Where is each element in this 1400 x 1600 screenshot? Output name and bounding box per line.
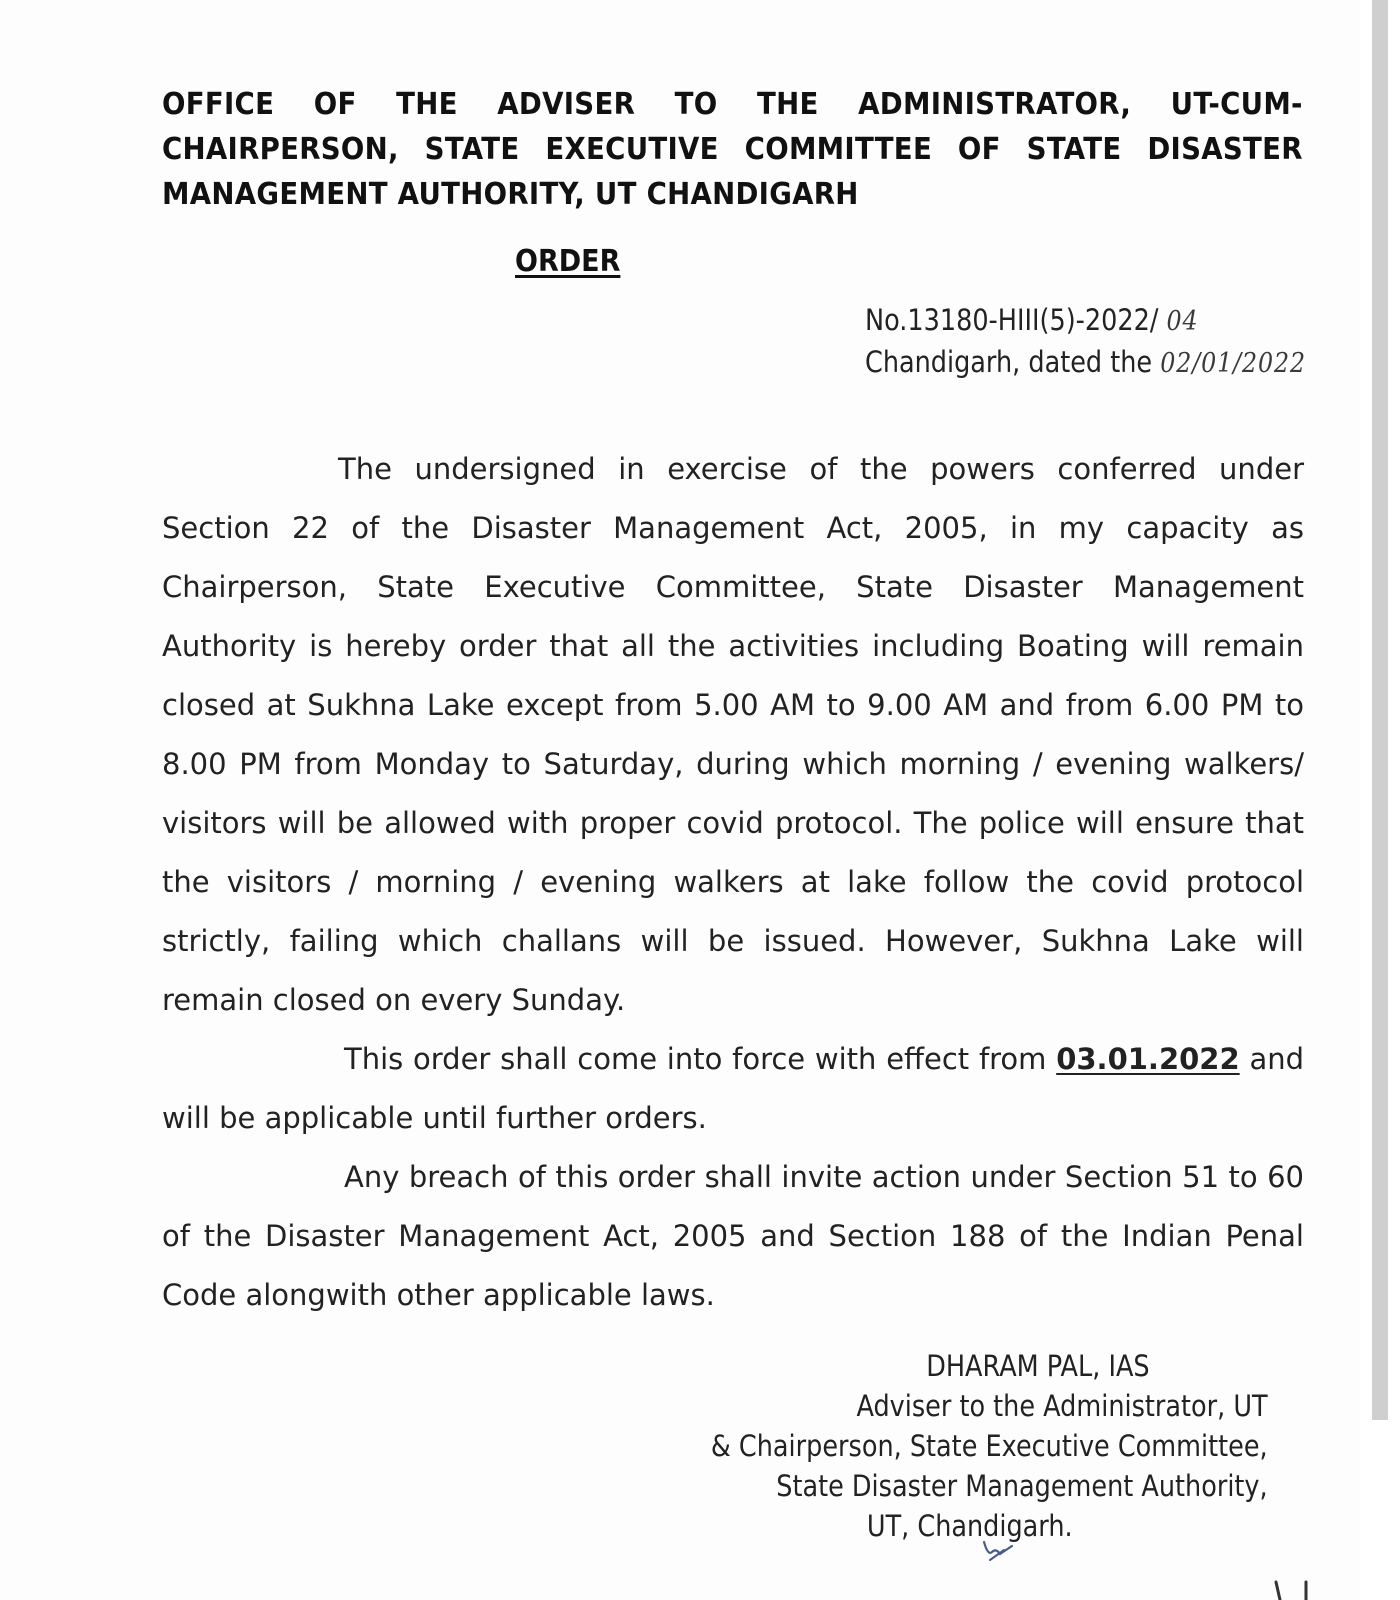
signatory-name: DHARAM PAL, IAS	[926, 1349, 1150, 1383]
vertical-scrollbar[interactable]	[1360, 0, 1400, 1600]
designation-line-1: Adviser to the Administrator, UT	[856, 1389, 1268, 1423]
paragraph-1-text: The undersigned in exercise of the powers conferred under Section 22 of the Disaster Management Act, 2005, in my capacity as Chairperson, State Executive Committee, State Disaster Management Authority is hereby order that all the activities including Boating will remain closed at Sukhna Lake except from 5.00 AM to 9.00 AM and from 6.00 PM to 8.00 PM from Monday to Saturday, during which morning / evening walkers/ visitors will be allowed with proper covid protocol. The police will ensure that the visitors / morning / evening walkers at lake follow the covid protocol strictly, failing which challans will be issued. However, Sukhna Lake will remain closed on every Sunday.	[162, 452, 1304, 1017]
dated-line	[865, 342, 1306, 384]
handwritten-initial-icon	[978, 1536, 1018, 1566]
paragraph-2	[162, 1030, 1304, 1148]
scrollbar-thumb[interactable]	[1372, 0, 1388, 1420]
heading-line-2: CHAIRPERSON, STATE EXECUTIVE COMMITTEE OF STATE DISASTER	[162, 132, 1303, 167]
paragraph-3-text: Any breach of this order shall invite action under Section 51 to 60 of the Disaster Management Act, 2005 and Section 188 of the Indian Penal Code alongwith other applicable laws.	[162, 1160, 1304, 1312]
paragraph-2-text-after: and will be applicable until further orders.	[162, 1042, 1304, 1135]
order-body	[162, 440, 1304, 1325]
designation-line-3: State Disaster Management Authority,	[776, 1469, 1268, 1503]
effective-date: 03.01.2022	[1056, 1042, 1240, 1076]
order-title: ORDER	[515, 244, 621, 279]
signature-block	[635, 1346, 1268, 1546]
heading-line-3: MANAGEMENT AUTHORITY, UT CHANDIGARH	[162, 177, 859, 212]
handwritten-number: 04	[1166, 306, 1199, 337]
reference-number-line	[865, 300, 1306, 342]
pen-mark-icon	[1270, 1580, 1320, 1600]
dated-label: Chandigarh, dated the	[865, 345, 1153, 379]
handwritten-date: 02/01/2022	[1160, 348, 1306, 379]
office-heading	[162, 82, 1303, 217]
reference-number: No.13180-HIII(5)-2022/	[865, 303, 1159, 337]
paragraph-3	[162, 1148, 1304, 1325]
paragraph-1	[162, 440, 1304, 1030]
reference-block	[865, 300, 1306, 384]
signatory-place: UT, Chandigarh.	[867, 1509, 1073, 1543]
designation-line-2: & Chairperson, State Executive Committee,	[711, 1429, 1268, 1463]
heading-line-1: OFFICE OF THE ADVISER TO THE ADMINISTRATOR, UT-CUM-	[162, 87, 1303, 122]
paragraph-2-text-before: This order shall come into force with effect from	[344, 1042, 1047, 1076]
